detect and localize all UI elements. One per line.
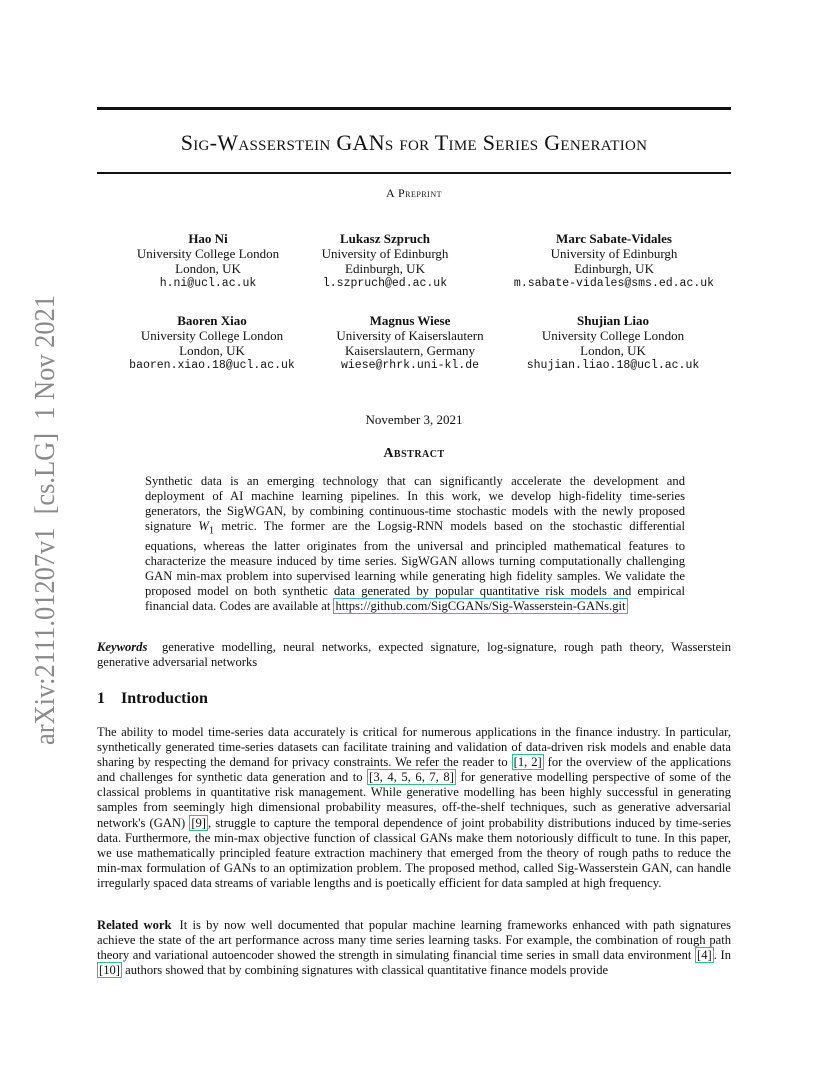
top-rule	[97, 107, 731, 110]
paper-title: Sig-Wasserstein GANs for Time Series Generation	[180, 130, 648, 155]
w1-symbol: W	[198, 519, 209, 534]
author-location: Kaiserslautern, Germany	[345, 343, 475, 358]
author-name: Shujian Liao	[577, 313, 649, 328]
bottom-rule	[97, 172, 731, 174]
author-location: London, UK	[580, 343, 646, 358]
author-affiliation: University of Kaiserslautern	[336, 328, 484, 343]
keywords	[97, 640, 731, 670]
related-text: . In	[713, 948, 731, 963]
w1-subscript: 1	[208, 525, 215, 537]
author-name: Hao Ni	[188, 231, 228, 246]
author-location: London, UK	[179, 343, 245, 358]
arxiv-identifier-text: arXiv:2111.01207v1 [cs.LG] 1 Nov 2021	[29, 290, 61, 745]
citation-link[interactable]: [1, 2]	[513, 755, 542, 770]
author-affiliation: University College London	[136, 246, 280, 261]
keywords-label: Keywords	[97, 640, 148, 654]
intro-text: , struggle to capture the temporal dependence of joint probability distributions induced by time-series data. Furthermore, the min-max objective function of classical GANs make them notoriously difficult to tune. In this paper, we use mathematically principled feature extraction machinery that emerged from the theory of rough paths to reduce the min-max formulation of GANs to an optimization problem. The proposed method, called Sig-Wasserstein GAN, can handle irregularly spaced data streams of variable lengths and is poetically efficient for data sampled at high frequency.	[97, 815, 731, 890]
author-email[interactable]: wiese@rhrk.uni-kl.de	[340, 359, 480, 372]
author-name: Baoren Xiao	[177, 313, 247, 328]
abstract-text: Synthetic data is an emerging technology that can significantly accelerate the development and deployment of AI machine learning pipelines. In this work, we develop high-fidelity time-series generators, the SigWGAN, by combining continuous-time stochastic models with the newly proposed signature	[145, 474, 685, 534]
code-repository-link[interactable]: https://github.com/SigCGANs/Sig-Wasserstein-GANs.git	[335, 599, 626, 614]
author-block	[508, 313, 718, 373]
author-name: Lukasz Szpruch	[340, 231, 430, 246]
abstract-body	[145, 474, 685, 614]
related-text: authors showed that by combining signatures with classical quantitative finance models provide	[121, 963, 609, 978]
section-heading	[97, 690, 208, 708]
author-email[interactable]: m.sabate-vidales@sms.ed.ac.uk	[513, 277, 715, 290]
preprint-label: A Preprint	[385, 186, 442, 200]
citation-link[interactable]: [3, 4, 5, 6, 7, 8]	[369, 770, 454, 785]
author-block	[305, 313, 515, 373]
author-name: Marc Sabate-Vidales	[556, 231, 672, 246]
related-text: It is by now well documented that popular machine learning frameworks enhanced with path signatures achieve the state of the art performance across many time series learning tasks. For example, the combination of rough path theory and variational autoencoder showed the strength in simulating financial time series in small data environment	[97, 918, 731, 963]
abstract-text: metric. The former are the Logsig-RNN models based on the stochastic differential equations, whereas the latter originates from the universal and principled mathematical features to characterize the measure induced by time series. SigWGAN allows turning computationally challenging GAN min-max problem into supervised learning while generating high fidelity samples. We validate the proposed model on both synthetic data generated by popular quantitative risk models and empirical financial data. Codes are available at	[145, 519, 685, 614]
citation-link[interactable]: [4]	[697, 948, 712, 963]
section-title: Introduction	[121, 690, 208, 707]
author-location: London, UK	[175, 261, 241, 276]
author-affiliation: University College London	[140, 328, 284, 343]
abstract-heading: Abstract	[383, 446, 445, 461]
author-email[interactable]: l.szpruch@ed.ac.uk	[322, 277, 448, 290]
author-affiliation: University College London	[541, 328, 685, 343]
author-block	[280, 231, 490, 291]
author-affiliation: University of Edinburgh	[550, 246, 678, 261]
author-location: Edinburgh, UK	[574, 261, 654, 276]
author-email[interactable]: shujian.liao.18@ucl.ac.uk	[526, 359, 700, 372]
author-email[interactable]: baoren.xiao.18@ucl.ac.uk	[129, 359, 295, 372]
author-location: Edinburgh, UK	[345, 261, 425, 276]
intro-text: for the overview of the applications and challenges for synthetic data generation and to	[97, 755, 731, 785]
author-email[interactable]: h.ni@ucl.ac.uk	[159, 277, 257, 290]
related-work-paragraph	[97, 918, 731, 978]
intro-text: for generative modelling perspective of some of the classical problems in quantitative risk management. While generative modelling has been highly successful in generating samples from seemingly high dimensional probability measures, off-the-shelf techniques, such as generative adversarial network's (GAN)	[97, 770, 731, 830]
author-block	[107, 313, 317, 373]
related-work-label: Related work	[97, 918, 172, 932]
citation-link[interactable]: [10]	[99, 963, 120, 978]
author-block	[489, 231, 739, 291]
keywords-text: generative modelling, neural networks, expected signature, log-signature, rough path theory, Wasserstein generative adversarial networks	[97, 640, 732, 670]
intro-paragraph	[97, 725, 731, 891]
arxiv-identifier-stamp	[16, 290, 66, 760]
author-name: Magnus Wiese	[369, 313, 451, 328]
author-affiliation: University of Edinburgh	[321, 246, 449, 261]
publication-date: November 3, 2021	[365, 412, 463, 427]
intro-text: The ability to model time-series data accurately is critical for numerous applications in the finance industry. In particular, synthetically generated time-series datasets can facilitate training and validation of data-driven risk models and enable data sharing by respecting the demand for privacy constraints. We refer the reader to	[97, 725, 731, 770]
section-number: 1	[97, 690, 105, 707]
citation-link[interactable]: [9]	[191, 815, 206, 830]
